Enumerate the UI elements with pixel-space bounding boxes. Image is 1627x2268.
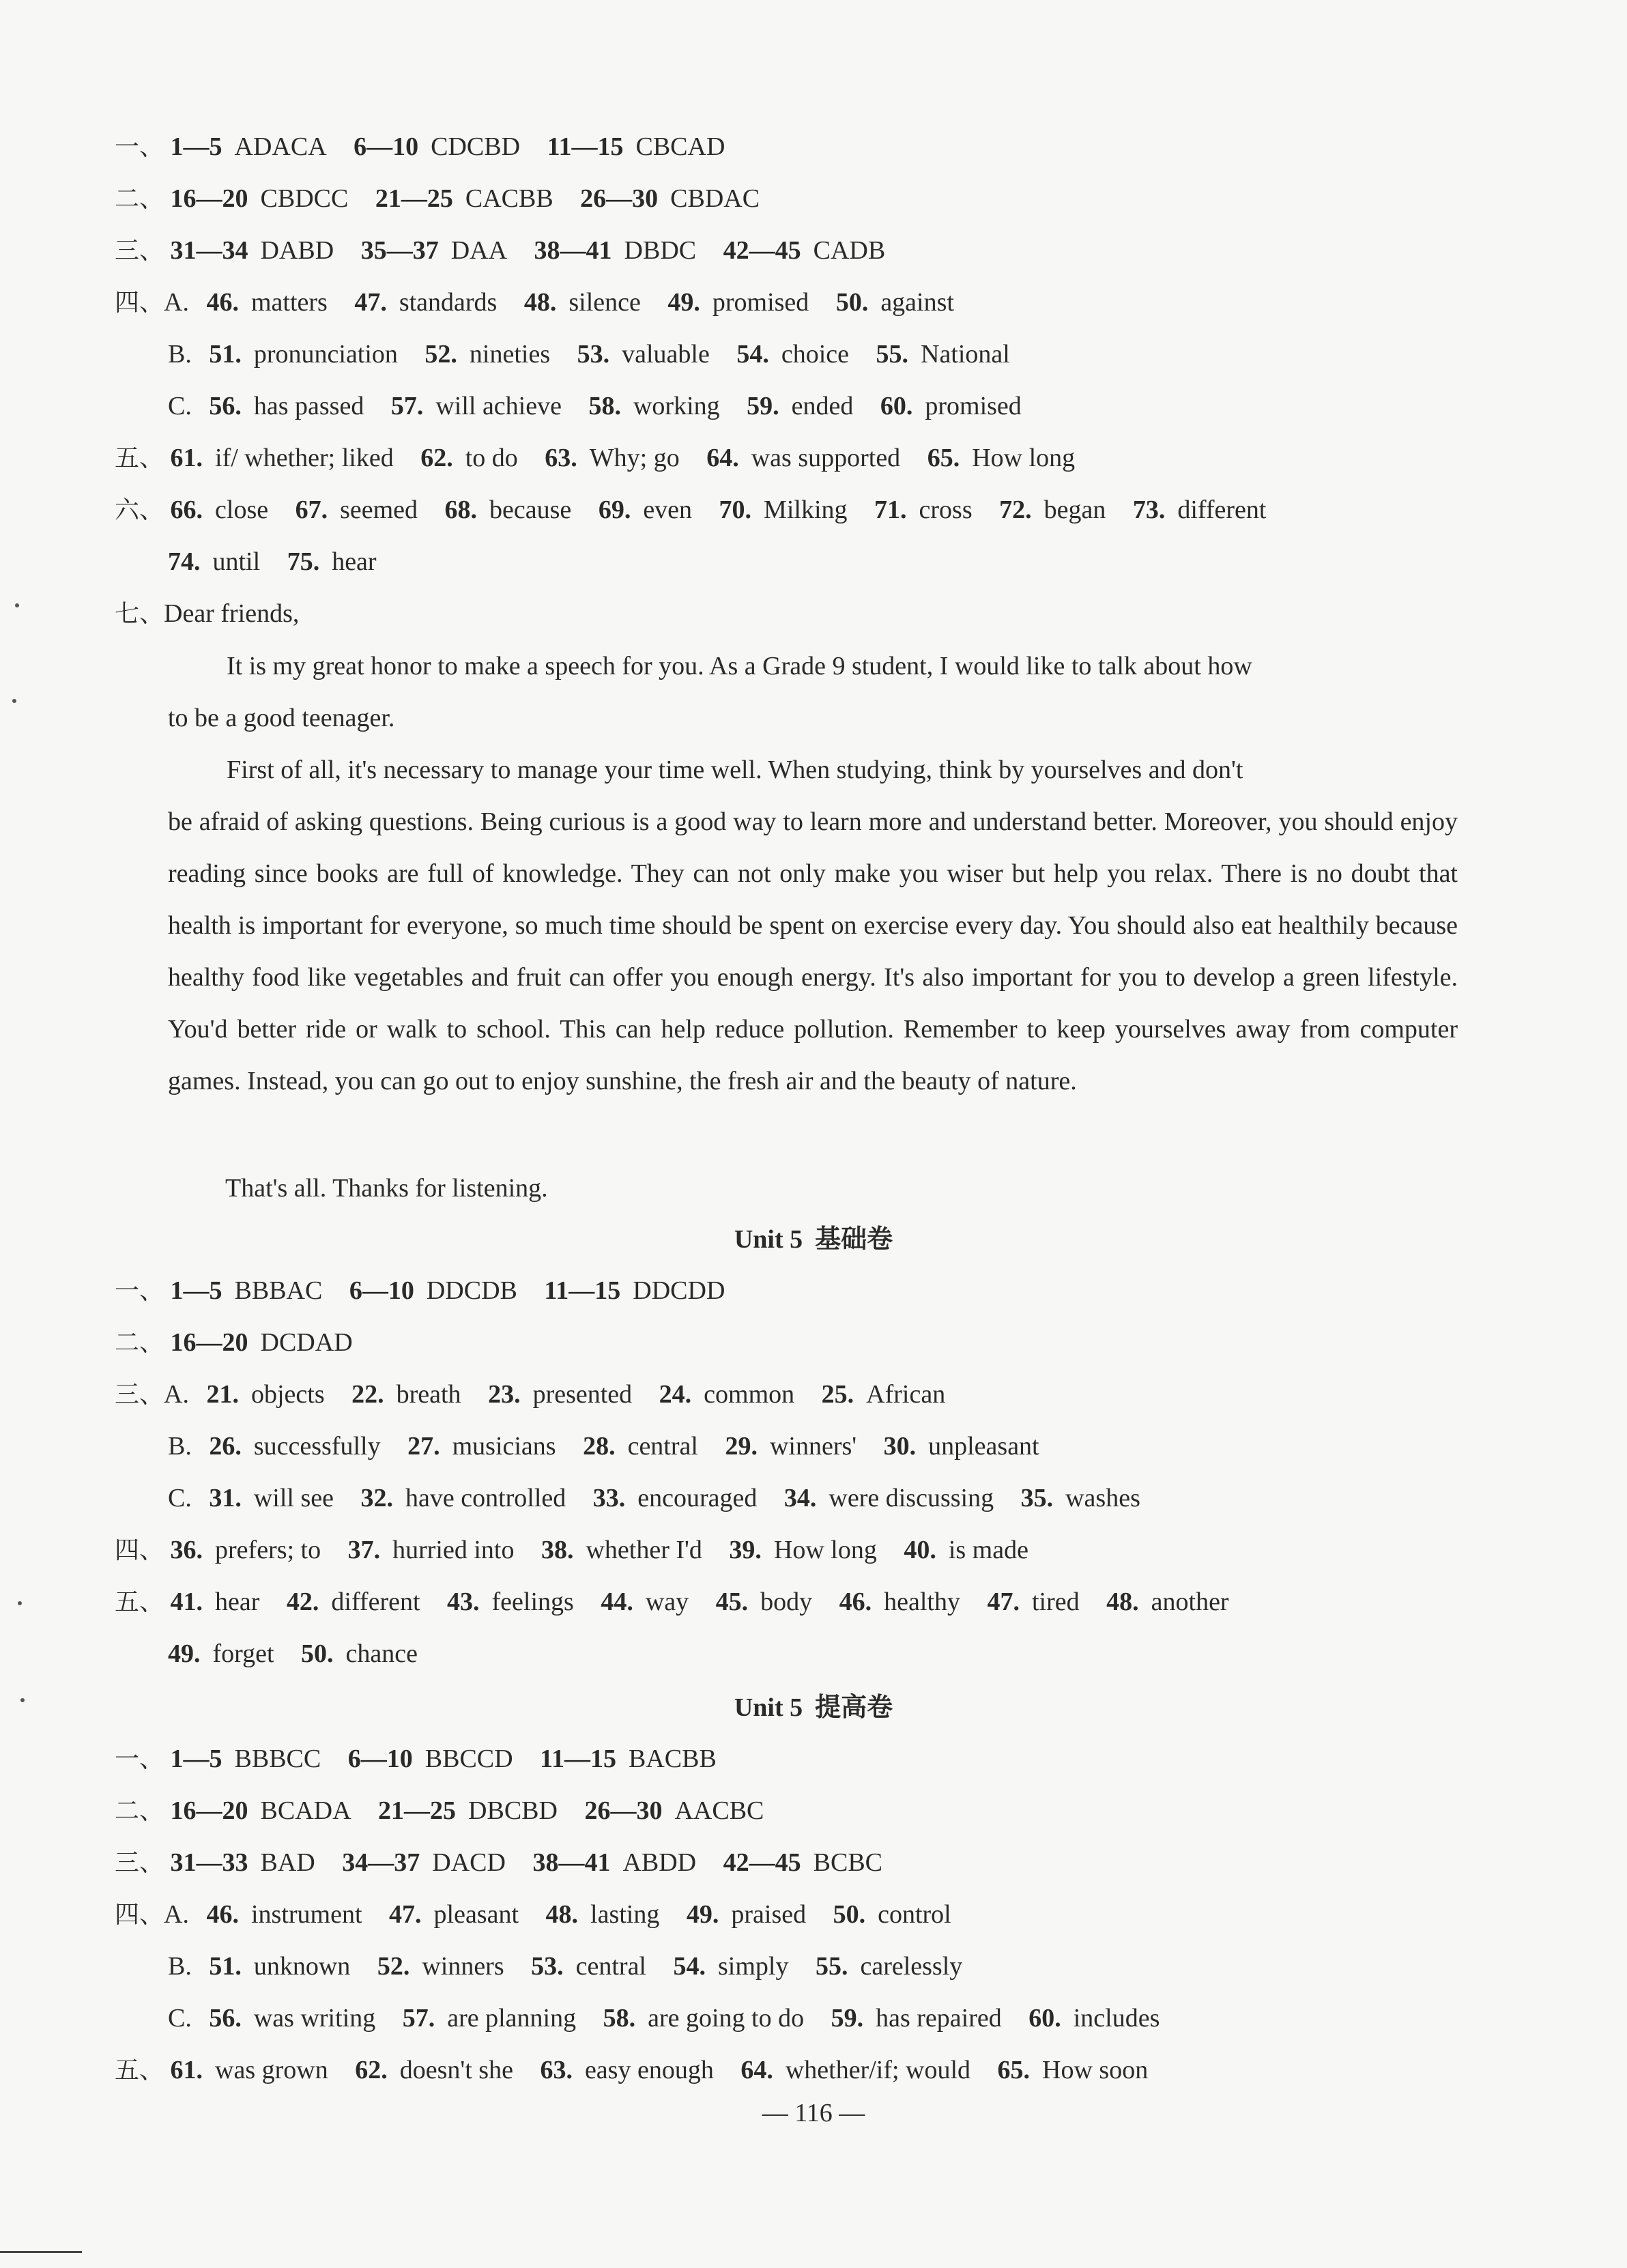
- answer-item: 70. Milking: [719, 496, 848, 524]
- page-number: — 116 —: [762, 2099, 865, 2127]
- answer-item: 1—5 BBBCC: [170, 1745, 321, 1773]
- answer-item: 23. presented: [488, 1380, 633, 1409]
- answer-item: 46. instrument: [206, 1900, 362, 1929]
- answer-item: 65. How long: [927, 444, 1076, 472]
- salutation-text: Dear friends,: [164, 599, 300, 628]
- answer-item: 49. praised: [686, 1900, 807, 1929]
- answer-item: 62. doesn't she: [355, 2056, 513, 2084]
- subsection-marker: B.: [168, 1952, 192, 1981]
- section-marker: 二、: [115, 1797, 164, 1825]
- answer-item: 63. Why; go: [545, 444, 680, 472]
- answer-item: 68. because: [444, 496, 572, 524]
- answer-item: 64. whether/if; would: [740, 2056, 971, 2084]
- answer-item: 34. were discussing: [783, 1484, 994, 1512]
- answer-item: 16—20 BCADA: [170, 1796, 351, 1825]
- section-marker: 二、: [115, 1329, 164, 1357]
- answer-item: 38. whether I'd: [541, 1536, 702, 1564]
- answer-line: [115, 1373, 1525, 1416]
- answer-item: 6—10 CDCBD: [354, 132, 521, 161]
- answer-item: 61. if/ whether; liked: [170, 444, 394, 472]
- answer-item: 53. valuable: [577, 340, 710, 369]
- section-marker: 五、: [115, 444, 164, 472]
- section-marker: 三、: [115, 1849, 164, 1877]
- answer-line: [115, 1321, 1525, 1364]
- answer-item: 26. successfully: [209, 1432, 381, 1461]
- section-title-unit5-advanced: [0, 1686, 1627, 1728]
- answer-item: 16—20 DCDAD: [170, 1328, 353, 1357]
- answer-item: 51. pronunciation: [209, 340, 398, 369]
- answer-line: [115, 1893, 1525, 1936]
- answer-item: 50. against: [835, 288, 954, 317]
- answer-item: 54. choice: [736, 340, 849, 369]
- answer-item: 35—37 DAA: [360, 236, 508, 265]
- essay-paragraph-2: [168, 744, 1458, 1107]
- section-marker: 一、: [115, 1745, 164, 1773]
- essay-line: to be a good teenager.: [168, 704, 395, 732]
- answer-item: 33. encouraged: [592, 1484, 758, 1512]
- answer-line-5: [168, 333, 1525, 375]
- answer-item: 30. unpleasant: [883, 1432, 1039, 1461]
- essay-line: Moreover, you should enjoy reading since books are full of knowledge. They can not only make you wiser: [168, 807, 1458, 888]
- essay-line: on exercise every day. You should also eat healthily because healthy food like vegetables and fruit can: [168, 911, 1458, 992]
- subsection-marker: A.: [164, 1900, 189, 1929]
- answer-item: 53. central: [531, 1952, 646, 1981]
- answer-item: 57. will achieve: [390, 392, 562, 420]
- essay-line: be afraid of asking questions. Being curious is a good way to learn more and understand better.: [168, 807, 1157, 836]
- unit-title: Unit 5: [734, 1693, 803, 1722]
- subsection-marker: C.: [168, 392, 192, 420]
- answer-item: 25. African: [821, 1380, 946, 1409]
- answer-line-2: [115, 177, 1525, 220]
- answer-item: 71. cross: [874, 496, 973, 524]
- subsection-marker: C.: [168, 1484, 192, 1512]
- unit-title: Unit 5: [734, 1225, 803, 1254]
- scan-mark: [12, 699, 16, 703]
- answer-item: 6—10 BBCCD: [347, 1745, 513, 1773]
- answer-item: 11—15 CBCAD: [547, 132, 725, 161]
- essay-line: It is my great honor to make a speech for you. As a Grade 9 student, I would like to talk about how: [227, 652, 1252, 680]
- subsection-marker: C.: [168, 2004, 192, 2033]
- essay-salutation: [115, 592, 1525, 635]
- answer-item: 56. has passed: [209, 392, 364, 420]
- answer-line-4: [115, 281, 1525, 324]
- answer-item: 58. working: [588, 392, 720, 420]
- answer-item: 6—10 DDCDB: [349, 1276, 517, 1305]
- answer-item: 64. was supported: [706, 444, 901, 472]
- answer-item: 47. tired: [987, 1588, 1080, 1616]
- section-marker: 四、: [115, 1901, 164, 1929]
- answer-item: 48. another: [1106, 1588, 1229, 1616]
- answer-item: 57. are planning: [402, 2004, 577, 2033]
- answer-item: 32. have controlled: [360, 1484, 566, 1512]
- answer-item: 38—41 ABDD: [532, 1848, 697, 1877]
- answer-item: 26—30 CBDAC: [580, 184, 760, 213]
- answer-item: 58. are going to do: [603, 2004, 805, 2033]
- essay-line: but help you relax. There is no doubt that health is important for everyone, so much time should be spent: [168, 859, 1458, 940]
- essay-line: games. Instead, you can go out to enjoy sunshine, the fresh air and the beauty of nature.: [168, 1067, 1077, 1095]
- answer-item: 42—45 BCBC: [723, 1848, 883, 1877]
- answer-item: 37. hurried into: [347, 1536, 515, 1564]
- answer-line-7: [115, 437, 1525, 479]
- answer-item: 49. promised: [667, 288, 809, 317]
- answer-line-1: [115, 126, 1525, 168]
- section-marker: 六、: [115, 496, 164, 524]
- essay-line: offer you enough energy. It's also important for you to develop a green lifestyle. You'd better ride or: [168, 963, 1458, 1044]
- answer-item: 61. was grown: [170, 2056, 328, 2084]
- answer-item: 29. winners': [725, 1432, 857, 1461]
- answer-item: 74. until: [168, 547, 261, 576]
- answer-line: [115, 1738, 1525, 1780]
- answer-line: [168, 1633, 1525, 1675]
- answer-item: 75. hear: [287, 547, 377, 576]
- essay-paragraph-1: [168, 640, 1458, 744]
- answer-line: [115, 1529, 1525, 1571]
- answer-item: 60. includes: [1028, 2004, 1160, 2033]
- subsection-marker: A.: [164, 288, 189, 317]
- essay-line: First of all, it's necessary to manage your time well. When studying, think by yourselves and don't: [227, 756, 1243, 784]
- unit-subtitle: 基础卷: [815, 1224, 893, 1254]
- answer-item: 60. promised: [880, 392, 1022, 420]
- answer-item: 39. How long: [729, 1536, 877, 1564]
- answer-item: 22. breath: [351, 1380, 461, 1409]
- answer-item: 66. close: [170, 496, 269, 524]
- answer-item: 1—5 ADACA: [170, 132, 327, 161]
- answer-line: [168, 1997, 1525, 2039]
- answer-item: 42—45 CADB: [723, 236, 886, 265]
- answer-line: [168, 1425, 1525, 1467]
- section-title-unit5-basic: [0, 1218, 1627, 1260]
- section-marker: 五、: [115, 2056, 164, 2084]
- answer-item: 44. way: [601, 1588, 689, 1616]
- answer-line: [115, 1581, 1525, 1623]
- answer-line: [115, 1269, 1525, 1312]
- answer-item: 45. body: [715, 1588, 813, 1616]
- answer-item: 69. even: [598, 496, 693, 524]
- answer-item: 65. How soon: [997, 2056, 1149, 2084]
- answer-item: 43. feelings: [447, 1588, 574, 1616]
- answer-item: 48. lasting: [545, 1900, 660, 1929]
- answer-item: 67. seemed: [295, 496, 418, 524]
- answer-line-8: [115, 489, 1525, 531]
- answer-item: 56. was writing: [209, 2004, 376, 2033]
- answer-item: 54. simply: [673, 1952, 789, 1981]
- answer-item: 1—5 BBBAC: [170, 1276, 323, 1305]
- section-marker: 四、: [115, 1536, 164, 1564]
- essay-closing: That's all. Thanks for listening.: [225, 1174, 548, 1203]
- answer-item: 51. unknown: [209, 1952, 351, 1981]
- answer-item: 52. winners: [377, 1952, 504, 1981]
- answer-item: 31—33 BAD: [170, 1848, 315, 1877]
- scan-edge: [0, 2251, 82, 2253]
- answer-item: 40. is made: [904, 1536, 1028, 1564]
- answer-item: 46. matters: [206, 288, 328, 317]
- answer-item: 21—25 CACBB: [375, 184, 553, 213]
- subsection-marker: B.: [168, 340, 192, 369]
- answer-item: 73. different: [1132, 496, 1267, 524]
- answer-item: 28. central: [583, 1432, 698, 1461]
- answer-item: 35. washes: [1020, 1484, 1140, 1512]
- answer-line-3: [115, 229, 1525, 272]
- answer-item: 72. began: [999, 496, 1106, 524]
- section-marker: 一、: [115, 1277, 164, 1305]
- answer-item: 11—15 BACBB: [540, 1745, 717, 1773]
- section-marker: 二、: [115, 185, 164, 213]
- answer-item: 59. has repaired: [831, 2004, 1002, 2033]
- section-marker: 四、: [115, 289, 164, 317]
- answer-item: 21. objects: [206, 1380, 325, 1409]
- section-marker: 三、: [115, 1381, 164, 1409]
- answer-item: 26—30 AACBC: [584, 1796, 764, 1825]
- answer-item: 16—20 CBDCC: [170, 184, 349, 213]
- answer-item: 49. forget: [168, 1639, 274, 1668]
- answer-item: 11—15 DDCDD: [544, 1276, 725, 1305]
- answer-item: 50. chance: [301, 1639, 418, 1668]
- answer-item: 36. prefers; to: [170, 1536, 321, 1564]
- answer-item: 42. different: [286, 1588, 420, 1616]
- section-marker: 三、: [115, 237, 164, 265]
- answer-item: 47. pleasant: [389, 1900, 519, 1929]
- answer-item: 47. standards: [354, 288, 498, 317]
- answer-line-6: [168, 385, 1525, 427]
- subsection-marker: B.: [168, 1432, 192, 1461]
- section-marker: 七、: [115, 600, 164, 628]
- answer-item: 48. silence: [523, 288, 641, 317]
- scan-mark: [15, 603, 19, 607]
- unit-subtitle: 提高卷: [815, 1692, 893, 1722]
- answer-line: [115, 1790, 1525, 1832]
- section-marker: 一、: [115, 133, 164, 161]
- answer-item: 46. healthy: [839, 1588, 960, 1616]
- answer-item: 55. National: [876, 340, 1010, 369]
- subsection-marker: A.: [164, 1380, 189, 1409]
- answer-item: 62. to do: [420, 444, 518, 472]
- answer-line: [168, 1945, 1525, 1987]
- answer-item: 63. easy enough: [540, 2056, 714, 2084]
- answer-line: [168, 1477, 1525, 1519]
- answer-item: 52. nineties: [424, 340, 551, 369]
- answer-item: 41. hear: [170, 1588, 260, 1616]
- section-marker: 五、: [115, 1588, 164, 1616]
- answer-line-9: [168, 541, 1525, 583]
- essay-line: walk to school. This can help reduce pollution. Remember to keep yourselves away from computer: [386, 1015, 1458, 1044]
- answer-item: 34—37 DACD: [342, 1848, 506, 1877]
- answer-item: 50. control: [833, 1900, 951, 1929]
- answer-item: 38—41 DBDC: [534, 236, 697, 265]
- scan-mark: [18, 1601, 22, 1605]
- answer-item: 27. musicians: [407, 1432, 556, 1461]
- answer-item: 31—34 DABD: [170, 236, 334, 265]
- answer-line: [115, 1841, 1525, 1884]
- scan-mark: [20, 1698, 25, 1702]
- answer-item: 24. common: [659, 1380, 795, 1409]
- answer-item: 55. carelessly: [815, 1952, 963, 1981]
- answer-item: 21—25 DBCBD: [378, 1796, 558, 1825]
- answer-item: 59. ended: [747, 392, 854, 420]
- answer-line: [115, 2049, 1525, 2091]
- answer-item: 31. will see: [209, 1484, 334, 1512]
